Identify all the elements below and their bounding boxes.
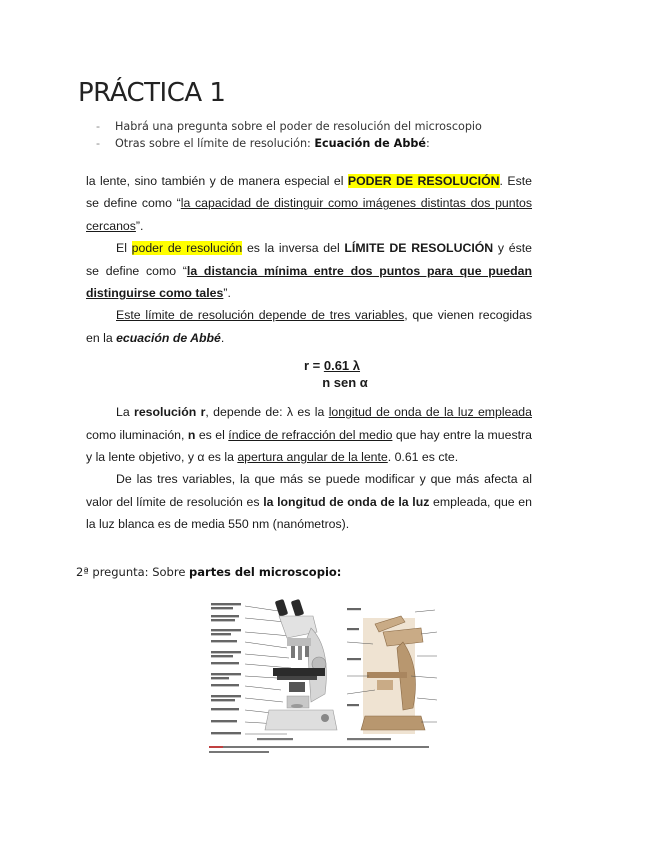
underlined-text: apertura angular de la lente (237, 450, 388, 465)
bullet-item (96, 118, 482, 135)
microscope-diagram-icon (207, 598, 439, 760)
dash-icon: - (96, 120, 101, 133)
body-text (86, 170, 532, 536)
bold-text: la longitud de onda de la luz (263, 494, 430, 509)
paragraph-limite: El poder de resolución es la inversa del LÍMITE DE RESOLUCIÓN y éste se define como “la distancia mínima entre dos puntos para que puedan distinguirse como tales”. (86, 241, 533, 301)
underlined-text: la capacidad de distinguir como imágenes distintas dos puntos cercanos (86, 196, 533, 233)
formula-numerator: 0.61 λ (323, 358, 361, 374)
bold-italic-text: ecuación de Abbé (116, 330, 221, 345)
bold-text: partes del microscopio: (189, 565, 342, 579)
bold-underlined-text: la distancia mínima entre dos puntos para que puedan distinguirse como tales (86, 263, 533, 301)
bold-text: resolución r (134, 405, 206, 420)
highlight: PODER DE RESOLUCIÓN (347, 174, 500, 188)
paragraph-poder: la lente, sino también y de manera especial el PODER DE RESOLUCIÓN. Este se define como “la capacidad de distinguir como imágenes distintas dos puntos cercanos”. (86, 174, 533, 233)
paragraph-resolucion: La resolución r, depende de: λ es la longitud de onda de la luz empleada como iluminación, n es el índice de refracción del medio que hay entre la muestra y la lente objetivo, y α es la apertura angular de la lente. 0.61 es cte. (86, 405, 532, 465)
bullet-item (96, 135, 482, 152)
bullet-after: : (425, 137, 430, 150)
bullet-list (96, 118, 482, 152)
formula-denominator: n sen α (322, 375, 368, 391)
bullet-text: Otras sobre el límite de resolución: (115, 137, 315, 150)
question-2: 2ª pregunta: Sobre partes del microscopio: (76, 565, 342, 579)
bullet-bold: Ecuación de Abbé (314, 137, 426, 150)
underlined-text: longitud de onda de la luz empleada (328, 405, 532, 420)
highlight: poder de resolución (131, 241, 243, 256)
paragraph-variables: Este límite de resolución depende de tres variables, que vienen recogidas en la ecuación de Abbé. (86, 308, 532, 345)
page-title: PRÁCTICA 1 (78, 78, 226, 108)
abbe-formula (86, 357, 532, 391)
underlined-text: Este límite de resolución depende de tres variables (116, 308, 405, 323)
underlined-text: índice de refracción del medio (228, 427, 393, 442)
formula-numerator-line: r = 0.61 λ (303, 358, 361, 374)
bold-text: LÍMITE DE RESOLUCIÓN (344, 241, 494, 256)
bold-text: n (187, 427, 196, 442)
paragraph-longitud: De las tres variables, la que más se puede modificar y que más afecta al valor del límite de resolución es la longitud de onda de la luz empleada, que en la luz blanca es de media 550 nm (nanómetros). (86, 472, 532, 532)
dash-icon: - (96, 137, 101, 150)
bullet-text: Habrá una pregunta sobre el poder de resolución del microscopio (115, 120, 482, 133)
